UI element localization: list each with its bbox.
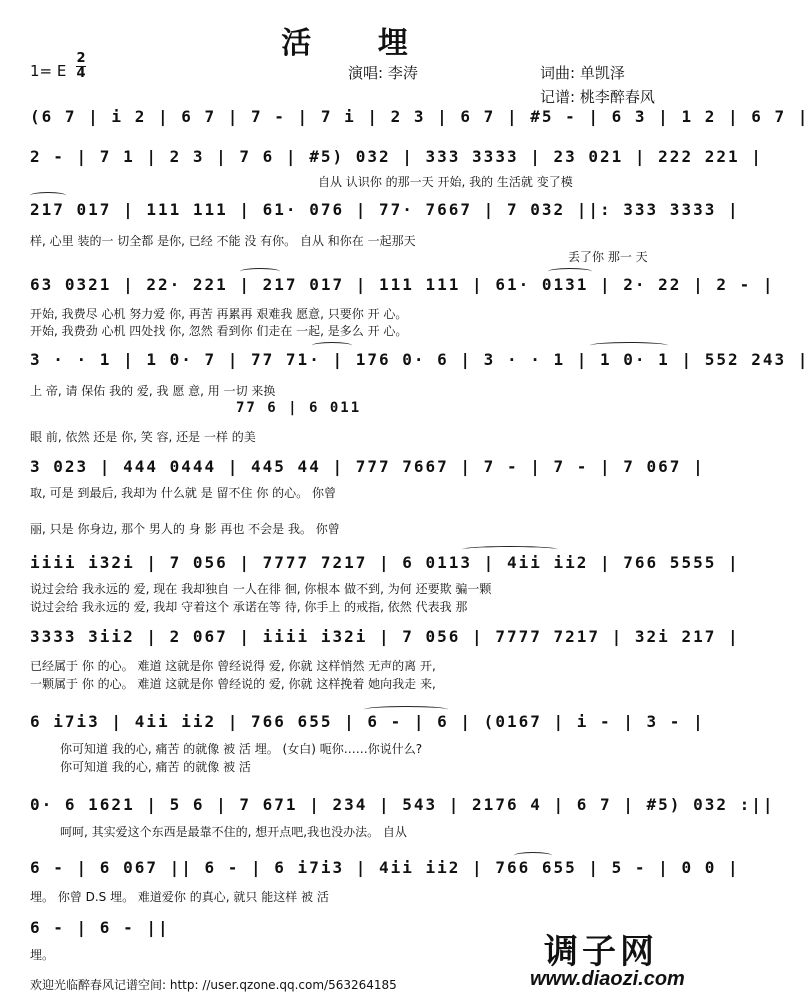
- notation-line: 0· 6 1621 | 5 6 | 7 671 | 234 | 543 | 2176 4 | 6 7 | #5) 032 :||: [30, 795, 775, 814]
- lyric-line: 取, 可是 到最后, 我却为 什么就 是 留不住 你 的心。 你曾: [30, 486, 336, 500]
- lyric-line: 你可知道 我的心, 痛苦 的就像 被 活 埋。 (女白) 呃你……你说什么?: [60, 742, 423, 756]
- time-sig-top: 2: [76, 51, 86, 66]
- watermark-site-url: www.diaozi.com: [530, 968, 685, 990]
- notation-line: 77 6 | 6 011: [236, 400, 362, 416]
- lyric-line: 上 帝, 请 保佑 我的 爱, 我 愿 意, 用 一切 来换: [30, 384, 276, 398]
- lyric-line: 一颗属于 你 的心。 难道 这就是你 曾经说的 爱, 你就 这样挽着 她向我走 来,: [30, 677, 436, 691]
- notation-line: 6 - | 6 067 || 6 - | 6 i7i3 | 4ii ii2 | 766 655 | 5 - | 0 0 |: [30, 858, 740, 877]
- system-12: [30, 858, 740, 888]
- lyric-line: 你可知道 我的心, 痛苦 的就像 被 活: [60, 760, 251, 774]
- lyric-line: 自从 认识你 的那一天 开始, 我的 生活就 变了模: [318, 175, 573, 189]
- slur-arc: [462, 546, 558, 553]
- lyric-line: 已经属于 你 的心。 难道 这就是你 曾经说得 爱, 你就 这样悄然 无声的离 开,: [30, 659, 436, 673]
- slur-arc: [30, 192, 66, 199]
- lyric-line: 说过会给 我永远的 爱, 我却 守着这个 承诺在等 待, 你手上 的戒指, 依然 代表我 那: [30, 600, 468, 614]
- composer-credit: 词曲: 单凯泽: [540, 64, 625, 82]
- system-4: [30, 275, 775, 305]
- lyric-line: 开始, 我费尽 心机 努力爱 你, 再苦 再累再 艰难我 愿意, 只要你 开 心。: [30, 307, 408, 321]
- slur-arc: [590, 342, 668, 349]
- notation-line: 3 023 | 444 0444 | 445 44 | 777 7667 | 7 - | 7 - | 7 067 |: [30, 457, 705, 476]
- score-title: 活 埋: [281, 26, 436, 61]
- slur-arc: [548, 268, 592, 275]
- lyric-line: 样, 心里 装的一 切全都 是你, 已经 不能 没 有你。 自从 和你在 一起那天: [30, 234, 416, 248]
- site-watermark: [530, 924, 700, 994]
- slur-arc: [514, 852, 552, 859]
- system-11: [30, 795, 775, 825]
- footer-credit: 欢迎光临醉春风记谱空间: http: //user.qzone.qq.com/563264185: [30, 978, 397, 992]
- slur-arc: [312, 342, 352, 349]
- lyric-line: 开始, 我费劲 心机 四处找 你, 忽然 看到你 们走在 一起, 是多么 开 心。: [30, 324, 408, 338]
- system-6: [236, 400, 576, 430]
- system-7: [30, 457, 705, 487]
- notation-line: 6 i7i3 | 4ii ii2 | 766 655 | 6 - | 6 | (0167 | i - | 3 - |: [30, 712, 705, 731]
- lyric-line: 丢了你 那一 天: [568, 250, 648, 264]
- transcriber-credit: 记谱: 桃李醉春风: [540, 88, 655, 106]
- system-8: [30, 553, 740, 583]
- notation-line: 3333 3ii2 | 2 067 | iiii i32i | 7 056 | 7777 7217 | 32i 217 |: [30, 627, 740, 646]
- system-3: [30, 200, 740, 230]
- lyric-line: 埋。 你曾 D.S 埋。 难道爱你 的真心, 就只 能这样 被 活: [30, 890, 329, 904]
- system-5: [30, 350, 809, 380]
- notation-line: (6 7 | i 2 | 6 7 | 7 - | 7 i | 2 3 | 6 7 | #5 - | 6 3 | 1 2 | 6 7 |: [30, 107, 809, 126]
- lyric-line: 丽, 只是 你身边, 那个 男人的 身 影 再也 不会是 我。 你曾: [30, 522, 340, 536]
- notation-line: 217 017 | 111 111 | 61· 076 | 77· 7667 | 7 032 ||: 333 3333 |: [30, 200, 740, 219]
- notation-line: 6 - | 6 - ||: [30, 918, 170, 937]
- system-10: [30, 712, 705, 742]
- notation-line: 2 - | 7 1 | 2 3 | 7 6 | #5) 032 | 333 3333 | 23 021 | 222 221 |: [30, 147, 763, 166]
- singer-credit: 演唱: 李涛: [348, 64, 418, 82]
- notation-line: 3 · · 1 | 1 0· 7 | 77 71· | 176 0· 6 | 3 · · 1 | 1 0· 1 | 552 243 |: [30, 350, 809, 369]
- system-1: [30, 107, 809, 137]
- watermark-site-name: 调子网: [544, 932, 658, 972]
- lyric-line: 说过会给 我永远的 爱, 现在 我却独自 一人在徘 徊, 你根本 做不到, 为何 还要欺 骗一颗: [30, 582, 492, 596]
- notation-line: iiii i32i | 7 056 | 7777 7217 | 6 0113 | 4ii ii2 | 766 5555 |: [30, 553, 740, 572]
- system-9: [30, 627, 740, 657]
- slur-arc: [240, 268, 280, 275]
- lyric-line: 埋。: [30, 948, 55, 962]
- slur-arc: [364, 706, 448, 713]
- time-sig-bottom: 4: [76, 66, 86, 81]
- lyric-line: 呵呵, 其实爱这个东西是最靠不住的, 想开点吧,我也没办法。 自从: [60, 825, 407, 839]
- notation-line: 63 0321 | 22· 221 | 217 017 | 111 111 | 61· 0131 | 2· 22 | 2 - |: [30, 275, 775, 294]
- lyric-line: 眼 前, 依然 还是 你, 笑 容, 还是 一样 的美: [30, 430, 256, 444]
- time-signature: [76, 52, 86, 81]
- system-13: [30, 918, 190, 948]
- key-signature: 1= E: [30, 62, 67, 80]
